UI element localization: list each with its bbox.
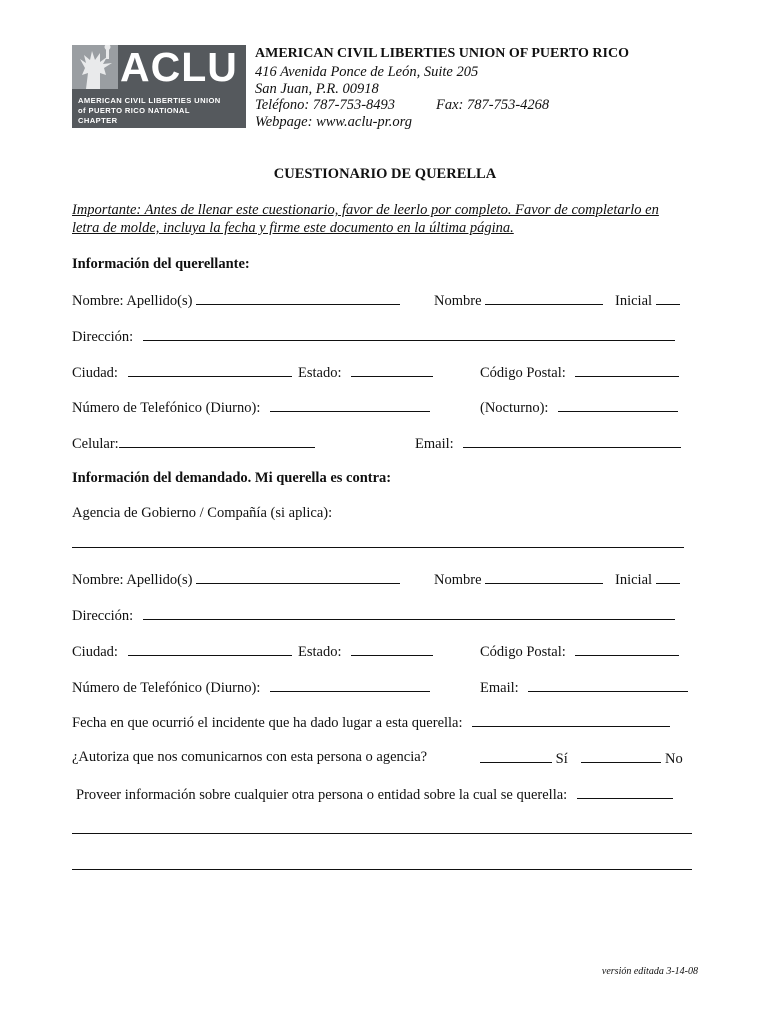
complainant-cell-field[interactable]: [119, 433, 315, 448]
incident-date-field[interactable]: [472, 712, 670, 727]
respondent-city-label: Ciudad:: [72, 644, 118, 660]
complainant-night-phone-label: (Nocturno):: [480, 400, 549, 416]
respondent-email-label: Email:: [480, 680, 519, 696]
complainant-email-field[interactable]: [463, 433, 681, 448]
org-fax: Fax: 787-753-4268: [436, 97, 550, 113]
respondent-surname-field[interactable]: [196, 569, 400, 584]
complainant-day-phone-label: Número de Telefónico (Diurno):: [72, 400, 261, 416]
authorize-yes-label: Sí: [555, 751, 568, 767]
respondent-zip-field[interactable]: [575, 641, 679, 656]
complainant-cell-label: Celular:: [72, 436, 119, 452]
incident-date-label: Fecha en que ocurrió el incidente que ha dado lugar a esta querella:: [72, 715, 463, 731]
section-respondent-heading: Información del demandado. Mi querella es contra:: [72, 470, 392, 486]
respondent-address-label: Dirección:: [72, 608, 134, 624]
other-parties-field[interactable]: [577, 784, 673, 799]
section-complainant-heading: Información del querellante:: [72, 256, 250, 272]
respondent-day-phone-label: Número de Telefónico (Diurno):: [72, 680, 261, 696]
authorize-contact-label: ¿Autoriza que nos comunicarnos con esta persona o agencia?: [72, 749, 428, 765]
other-parties-label: Proveer información sobre cualquier otra persona o entidad sobre la cual se querella:: [76, 787, 568, 803]
respondent-agency-field[interactable]: [72, 547, 684, 548]
org-web: Webpage: www.aclu-pr.org: [255, 114, 412, 130]
complainant-initial-label: Inicial: [615, 293, 653, 309]
logo-subtitle-1: AMERICAN CIVIL LIBERTIES UNION: [78, 96, 221, 105]
complainant-zip-label: Código Postal:: [480, 365, 566, 381]
important-note-line-2: letra de molde, incluya la fecha y firme este documento en la última página.: [72, 220, 514, 236]
respondent-email-field[interactable]: [528, 677, 688, 692]
complainant-surname-label: Nombre: Apellido(s): [72, 293, 193, 309]
complainant-surname-field[interactable]: [196, 290, 400, 305]
complainant-city-label: Ciudad:: [72, 365, 118, 381]
complainant-state-label: Estado:: [298, 365, 342, 381]
complainant-firstname-field[interactable]: [485, 290, 603, 305]
authorize-yes-field[interactable]: [480, 748, 552, 763]
page-title: CUESTIONARIO DE QUERELLA: [273, 166, 497, 182]
respondent-state-label: Estado:: [298, 644, 342, 660]
respondent-city-field[interactable]: [128, 641, 292, 656]
complainant-city-field[interactable]: [128, 362, 292, 377]
complainant-night-phone-field[interactable]: [558, 397, 678, 412]
other-parties-line-3[interactable]: [72, 869, 692, 870]
important-note-line-1: Importante: Antes de llenar este cuestionario, favor de leerlo por completo. Favor de completarlo en: [72, 202, 659, 218]
respondent-initial-label: Inicial: [615, 572, 653, 588]
logo-wordmark: ACLU: [120, 44, 238, 90]
respondent-state-field[interactable]: [351, 641, 433, 656]
org-name: AMERICAN CIVIL LIBERTIES UNION OF PUERTO RICO: [255, 46, 629, 61]
authorize-no-field[interactable]: [581, 748, 661, 763]
complainant-state-field[interactable]: [351, 362, 433, 377]
complainant-email-label: Email:: [415, 436, 454, 452]
respondent-initial-field[interactable]: [656, 569, 680, 584]
respondent-zip-label: Código Postal:: [480, 644, 566, 660]
statue-of-liberty-icon: [72, 45, 118, 89]
org-address-2: San Juan, P.R. 00918: [255, 81, 379, 97]
logo-subtitle-2: of PUERTO RICO NATIONAL: [78, 106, 190, 115]
other-parties-line-2[interactable]: [72, 833, 692, 834]
logo-subtitle-3: CHAPTER: [78, 116, 118, 125]
org-phone: Teléfono: 787-753-8493: [255, 97, 396, 113]
complainant-day-phone-field[interactable]: [270, 397, 430, 412]
respondent-firstname-field[interactable]: [485, 569, 603, 584]
version-note: versión editada 3-14-08: [601, 966, 698, 977]
complainant-address-label: Dirección:: [72, 329, 134, 345]
respondent-surname-label: Nombre: Apellido(s): [72, 572, 193, 588]
complainant-address-field[interactable]: [143, 326, 675, 341]
org-address-1: 416 Avenida Ponce de León, Suite 205: [255, 64, 479, 80]
complainant-firstname-label: Nombre: [434, 293, 482, 309]
respondent-day-phone-field[interactable]: [270, 677, 430, 692]
aclu-logo: [72, 45, 246, 128]
complainant-zip-field[interactable]: [575, 362, 679, 377]
respondent-address-field[interactable]: [143, 605, 675, 620]
respondent-agency-label: Agencia de Gobierno / Compañía (si aplica):: [72, 505, 333, 521]
authorize-no-label: No: [664, 751, 683, 767]
complainant-initial-field[interactable]: [656, 290, 680, 305]
respondent-firstname-label: Nombre: [434, 572, 482, 588]
